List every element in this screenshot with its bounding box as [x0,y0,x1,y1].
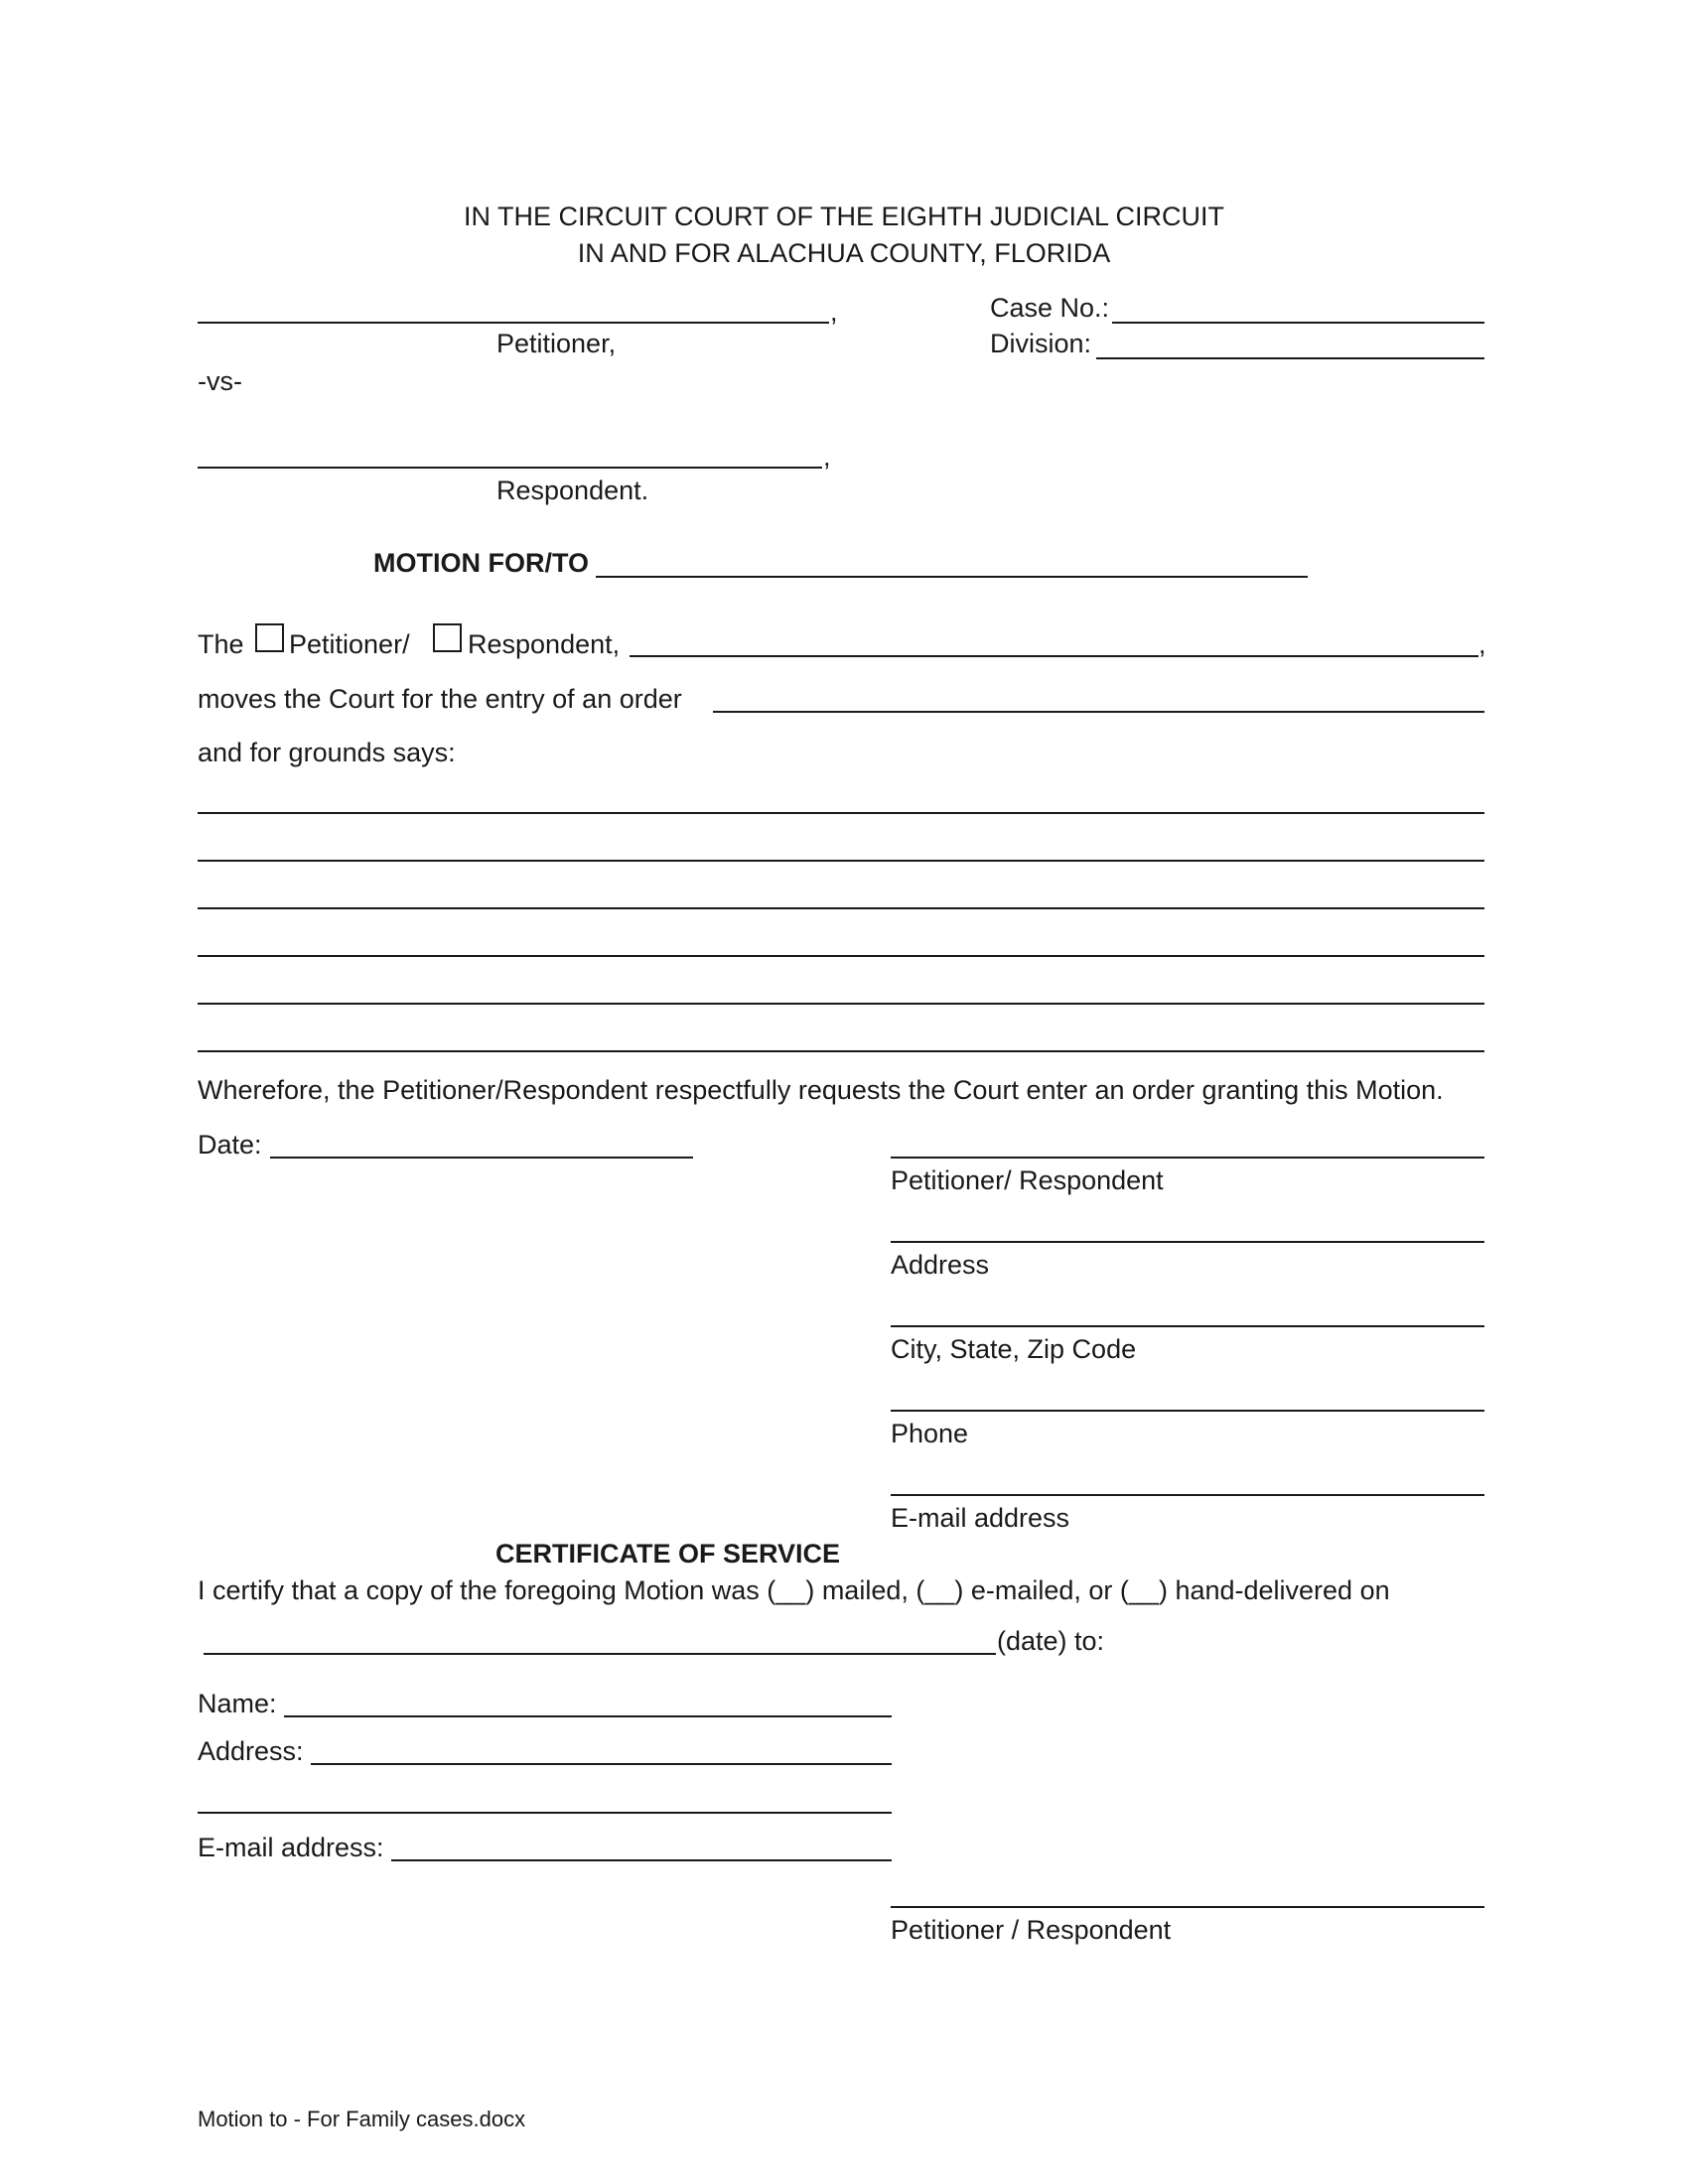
grounds-line-5[interactable] [198,1003,1484,1005]
grounds-line-3[interactable] [198,907,1484,909]
service-email-label: E-mail address: [198,1833,384,1862]
motion-title: MOTION FOR/TO [373,548,589,578]
petitioner-comma: , [830,297,838,327]
signature-name-label: Petitioner/ Respondent [891,1165,1164,1195]
grounds-line-4[interactable] [198,955,1484,957]
respondent-name-line[interactable] [198,467,822,469]
date-to-label: (date) to: [997,1626,1105,1656]
versus-label: -vs- [198,366,242,396]
phone-label: Phone [891,1419,969,1448]
grounds-line-6[interactable] [198,1050,1484,1052]
email-label: E-mail address [891,1503,1070,1533]
service-address-line-2[interactable] [198,1812,892,1814]
movant-name-line[interactable] [630,655,1478,657]
city-state-zip-label: City, State, Zip Code [891,1334,1137,1364]
moves-court-text: moves the Court for the entry of an order [198,684,682,714]
grounds-line-1[interactable] [198,812,1484,814]
date-label: Date: [198,1130,262,1160]
division-line[interactable] [1096,357,1484,359]
petitioner-label: Petitioner, [496,329,617,358]
petitioner-checkbox[interactable] [255,623,284,652]
movant-comma: , [1478,629,1486,659]
footer-filename: Motion to - For Family cases.docx [198,2107,526,2131]
address-line[interactable] [891,1241,1484,1243]
phone-line[interactable] [891,1410,1484,1412]
certificate-signature-line[interactable] [891,1906,1484,1908]
case-no-label: Case No.: [990,293,1110,323]
division-label: Division: [990,329,1092,358]
respondent-checkbox[interactable] [433,623,462,652]
petitioner-name-line[interactable] [198,322,829,324]
signature-line[interactable] [891,1157,1484,1159]
service-email-line[interactable] [391,1859,892,1861]
motion-subject-line[interactable] [596,576,1308,578]
court-header-line2: IN AND FOR ALACHUA COUNTY, FLORIDA [577,238,1111,268]
respondent-comma: , [823,442,831,472]
service-address-label: Address: [198,1736,304,1766]
address-label: Address [891,1250,990,1280]
petitioner-option-label: Petitioner/ [289,629,410,659]
court-header-line1: IN THE CIRCUIT COURT OF THE EIGHTH JUDICIAL CIRCUIT [463,202,1225,231]
case-no-line[interactable] [1112,322,1484,324]
service-address-line-1[interactable] [311,1763,892,1765]
service-name-line[interactable] [284,1715,892,1717]
certificate-signature-label: Petitioner / Respondent [891,1915,1172,1945]
email-line[interactable] [891,1494,1484,1496]
wherefore-text: Wherefore, the Petitioner/Respondent respectfully requests the Court enter an order granting this Motion. [198,1075,1444,1105]
grounds-line-2[interactable] [198,860,1484,862]
respondent-option-label: Respondent, [468,629,621,659]
certify-text: I certify that a copy of the foregoing Motion was (__) mailed, (__) e-mailed, or (__) hand-delivered on [198,1575,1390,1605]
service-name-label: Name: [198,1689,277,1718]
grounds-text: and for grounds says: [198,738,456,767]
service-date-line[interactable] [204,1653,996,1655]
certificate-title: CERTIFICATE OF SERVICE [495,1539,841,1569]
date-line[interactable] [270,1157,693,1159]
city-state-zip-line[interactable] [891,1325,1484,1327]
respondent-label: Respondent. [496,476,649,505]
order-requested-line[interactable] [713,711,1484,713]
the-label: The [198,629,244,659]
